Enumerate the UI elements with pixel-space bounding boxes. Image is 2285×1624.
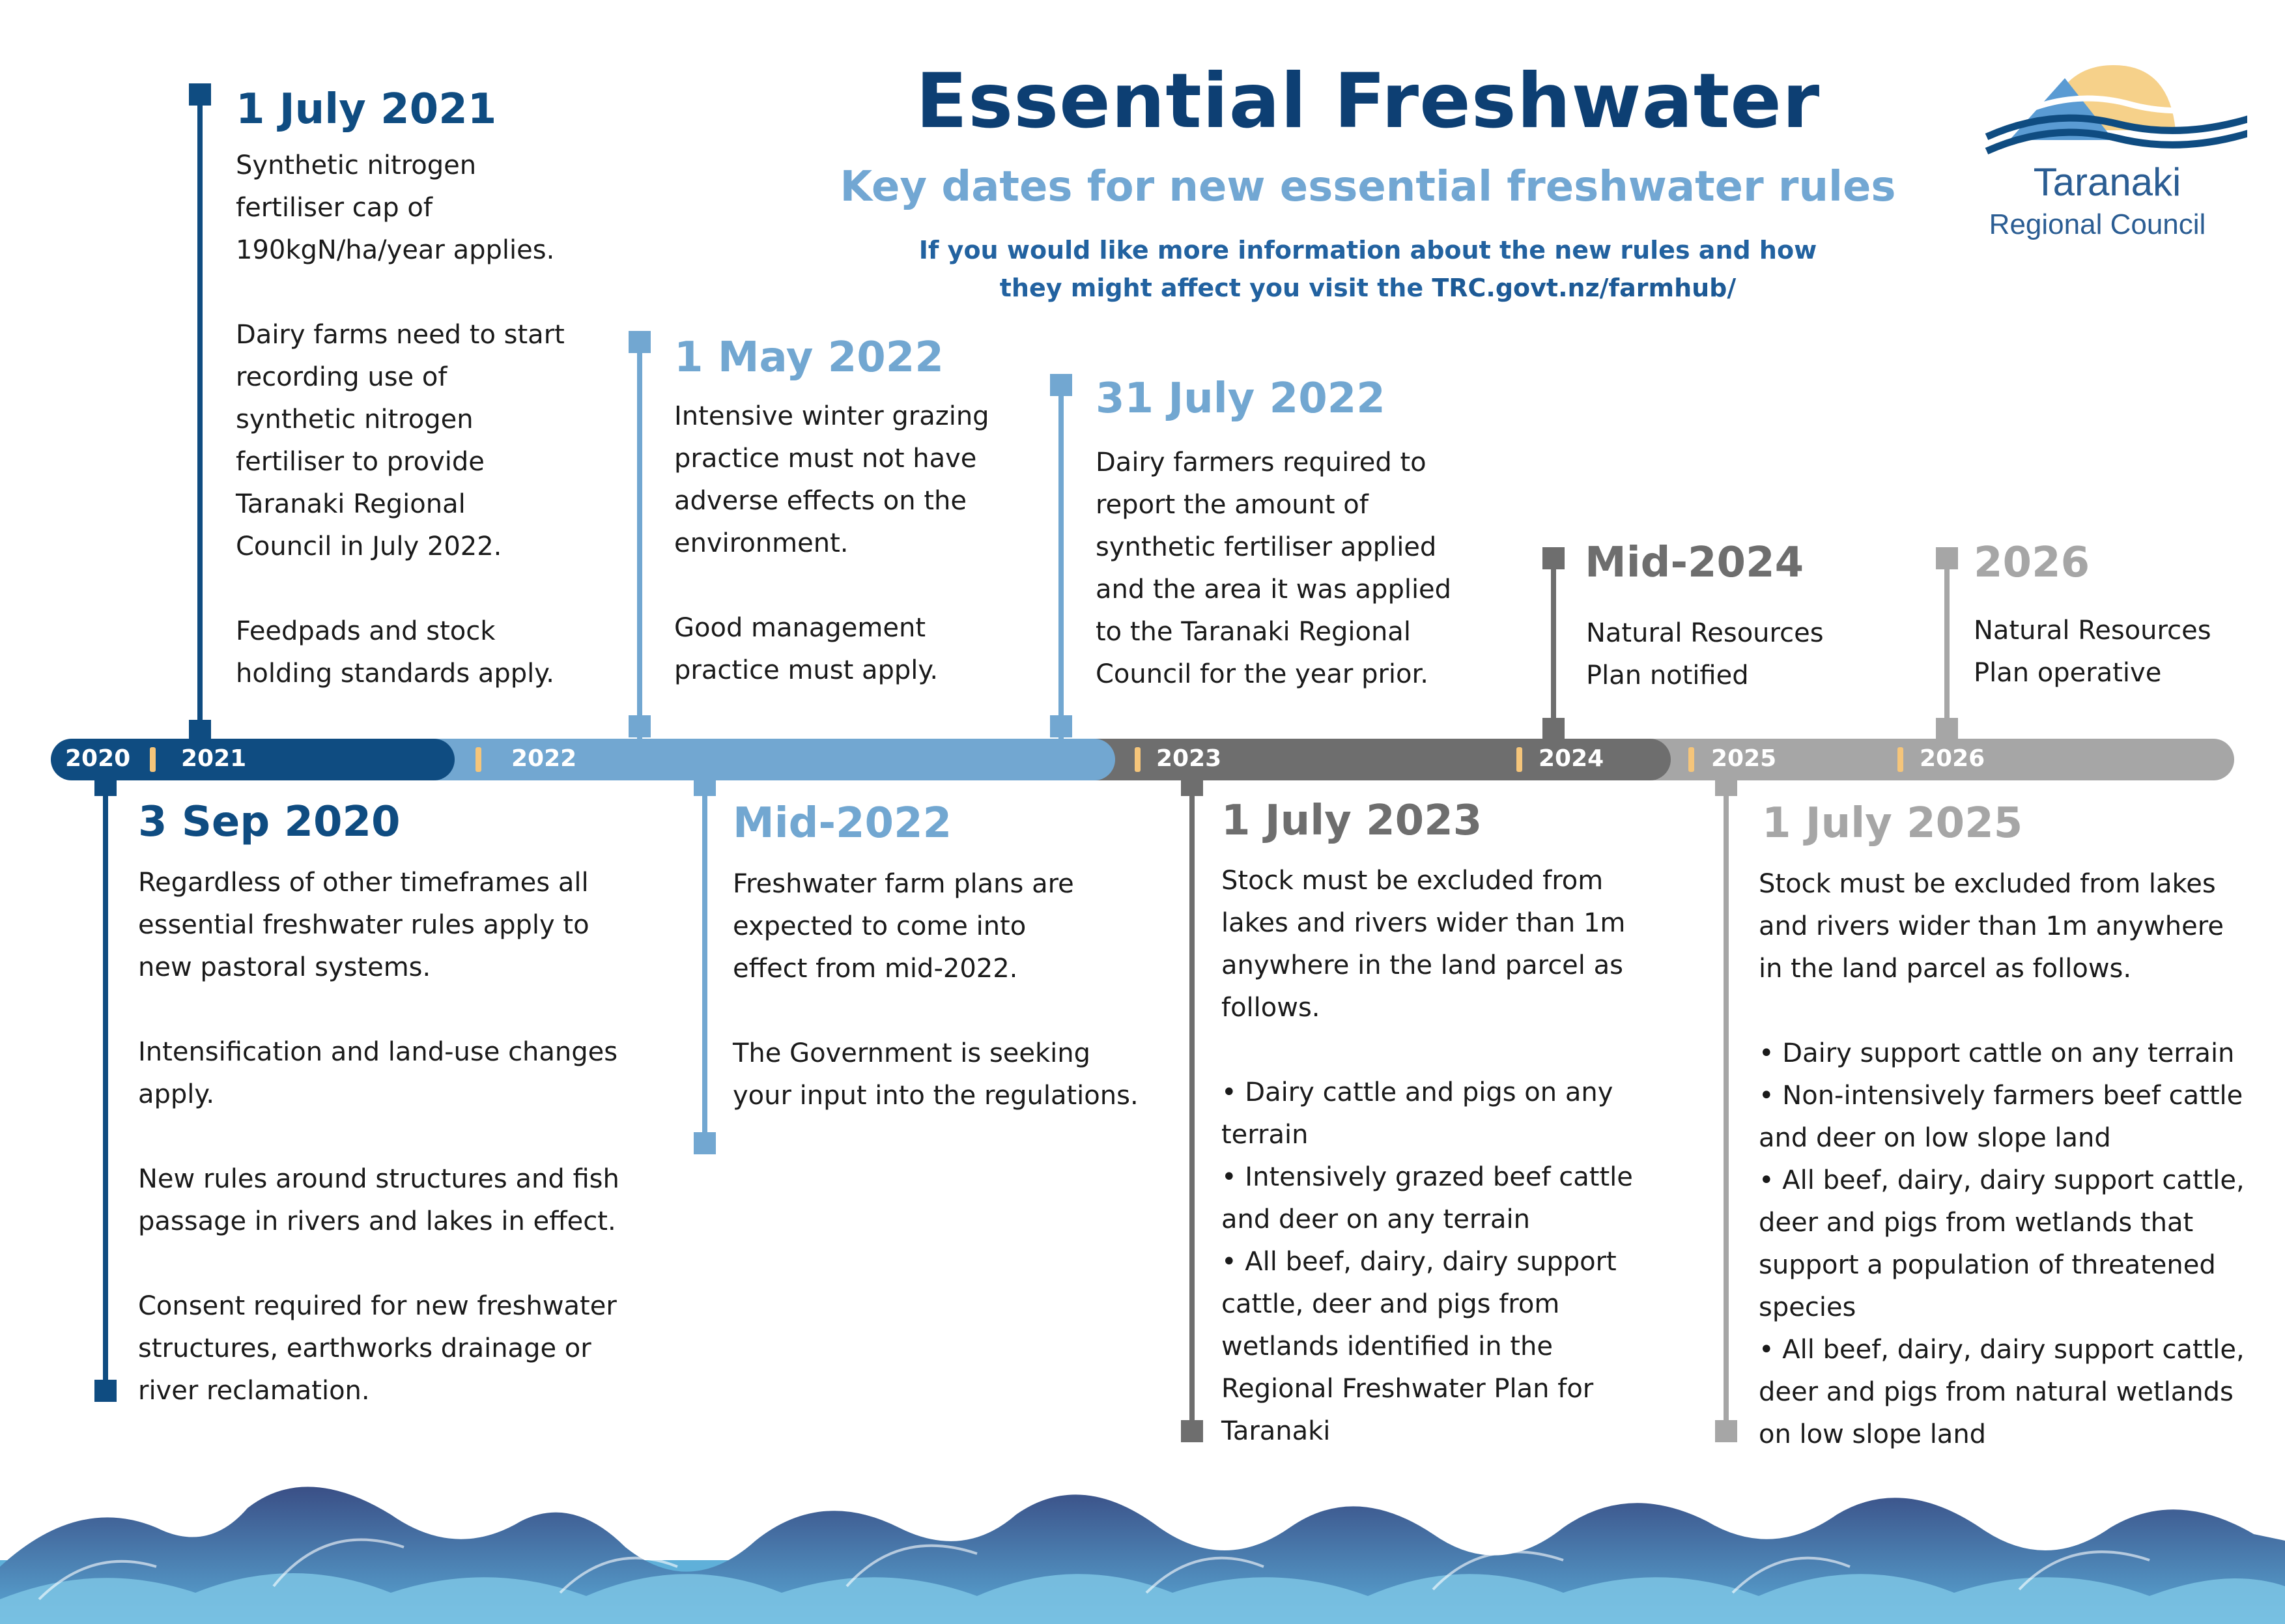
year-label-2021: 2021	[181, 745, 247, 772]
marker-sep-2020	[94, 774, 117, 796]
logo-text-taranaki: Taranaki	[2033, 160, 2181, 204]
year-tick	[1135, 747, 1141, 772]
wave-decoration	[0, 1469, 2285, 1624]
marker-jul-2022-base	[1050, 715, 1072, 737]
year-tick	[1516, 747, 1522, 772]
stem-2026	[1944, 558, 1950, 739]
body-jul-2025: Stock must be excluded from lakes and rivers wider than 1m anywhere in the land parcel as follows. • Dairy support cattle on any terrain • Non-intensively farmers beef cattle and deer on low slope land • All beef, dairy, dairy support cattle, deer and pigs from wetlands that support a population of threatened species • All beef, dairy, dairy support cattle, deer and pigs from natural wetlands on low slope land	[1759, 869, 2245, 1449]
info-text	[847, 231, 1889, 307]
logo-text-regional-council: Regional Council	[1989, 208, 2206, 240]
date-sep-2020: 3 Sep 2020	[138, 798, 401, 846]
timeline-segment-2022	[404, 739, 1115, 780]
info-line-1: If you would like more information about the new rules and how	[918, 236, 1817, 264]
stem-jul-2023	[1189, 780, 1195, 1428]
year-label-2024: 2024	[1539, 745, 1604, 772]
body-mid-2022: Freshwater farm plans are expected to come into effect from mid-2022. The Government is seeking your input into the regulations.	[733, 869, 1139, 1111]
year-label-2025: 2025	[1711, 745, 1777, 772]
marker-jul-2025-end	[1715, 1420, 1737, 1442]
marker-jul-2021-base	[189, 720, 211, 742]
stem-sep-2020	[103, 780, 108, 1388]
marker-jul-2022	[1050, 374, 1072, 396]
marker-mid-2022-end	[694, 1132, 716, 1154]
body-jul-2021: Synthetic nitrogen fertiliser cap of 190kgN/ha/year applies. Dairy farms need to start recording use of synthetic nitrogen fertiliser to provide Taranaki Regional Council in July 2022. Feedpads and stock holding standards apply.	[236, 150, 565, 689]
year-tick	[150, 747, 156, 772]
date-mid-2024: Mid-2024	[1585, 539, 1804, 587]
date-mid-2022: Mid-2022	[733, 799, 952, 848]
year-label-2022: 2022	[511, 745, 577, 772]
body-may-2022: Intensive winter grazing practice must not have adverse effects on the environment. Good management practice must apply.	[674, 401, 989, 685]
marker-mid-2024	[1542, 547, 1565, 569]
stem-mid-2024	[1551, 558, 1556, 739]
year-label-2020: 2020	[65, 745, 131, 772]
marker-may-2022-base	[629, 715, 651, 737]
marker-2026-base	[1936, 718, 1958, 740]
date-jul-2022: 31 July 2022	[1096, 375, 1385, 423]
page-subtitle: Key dates for new essential freshwater rules	[840, 163, 1896, 211]
stem-jul-2021	[197, 94, 203, 739]
body-jul-2022: Dairy farmers required to report the amount of synthetic fertiliser applied and the area it was applied to the Taranaki Regional Council for the year prior.	[1096, 448, 1452, 689]
year-label-2026: 2026	[1920, 745, 1985, 772]
body-jul-2023: Stock must be excluded from lakes and rivers wider than 1m anywhere in the land parcel as follows. • Dairy cattle and pigs on any terrain • Intensively grazed beef cattle and deer on any terrain • All beef, dairy, dairy support cattle, deer and pigs from wetlands identified in the Regional Freshwater Plan for Taranaki	[1221, 866, 1633, 1446]
info-line-2-prefix: they might affect you visit the	[999, 274, 1432, 302]
page-title: Essential Freshwater	[915, 57, 1821, 145]
year-tick	[1688, 747, 1694, 772]
stem-jul-2022	[1058, 384, 1064, 739]
marker-2026	[1936, 547, 1958, 569]
marker-jul-2021	[189, 83, 211, 106]
marker-mid-2024-base	[1542, 718, 1565, 740]
info-line-2	[847, 269, 1889, 307]
date-jul-2025: 1 July 2025	[1762, 799, 2023, 848]
marker-jul-2023	[1181, 774, 1203, 796]
marker-sep-2020-end	[94, 1380, 117, 1402]
marker-may-2022	[629, 331, 651, 353]
stem-mid-2022	[702, 780, 707, 1141]
logo-mark-icon	[1948, 39, 2247, 163]
body-2026: Natural Resources Plan operative	[1974, 616, 2211, 688]
marker-jul-2025	[1715, 774, 1737, 796]
year-tick	[475, 747, 481, 772]
date-2026: 2026	[1974, 539, 2090, 587]
farmhub-link[interactable]: TRC.govt.nz/farmhub/	[1432, 274, 1737, 302]
year-tick	[1897, 747, 1903, 772]
date-jul-2021: 1 July 2021	[236, 85, 497, 134]
year-label-2023: 2023	[1156, 745, 1222, 772]
body-sep-2020: Regardless of other timeframes all essential freshwater rules apply to new pastoral systems. Intensification and land-use changes apply. New rules around structures and fish passage in rivers and lakes in effect. Consent required for new freshwater structures, earthworks drainage or river reclamation.	[138, 868, 619, 1406]
body-mid-2024: Natural Resources Plan notified	[1586, 618, 1824, 691]
date-may-2022: 1 May 2022	[674, 334, 944, 382]
marker-jul-2023-end	[1181, 1420, 1203, 1442]
stem-may-2022	[637, 341, 642, 739]
date-jul-2023: 1 July 2023	[1221, 797, 1483, 845]
marker-mid-2022	[694, 774, 716, 796]
stem-jul-2025	[1724, 780, 1729, 1428]
